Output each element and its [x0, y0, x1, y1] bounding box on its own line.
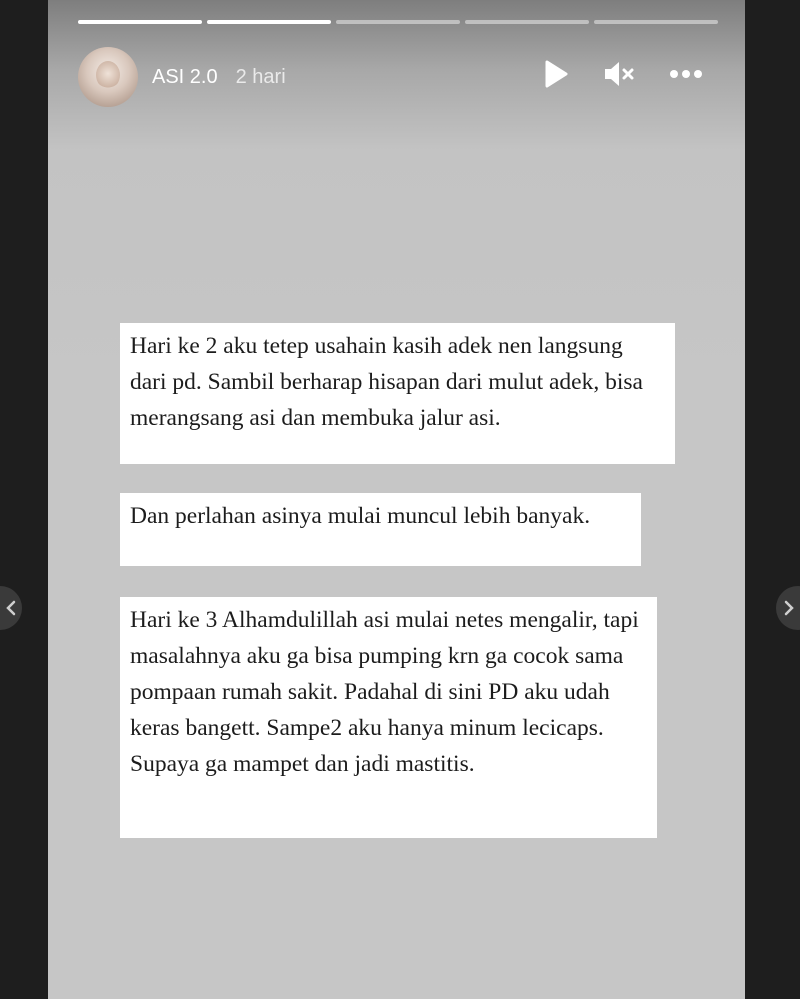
- progress-segment: [78, 20, 202, 24]
- progress-segment: [465, 20, 589, 24]
- progress-segment: [336, 20, 460, 24]
- story-viewer[interactable]: [48, 0, 745, 999]
- story-text-block: Hari ke 3 Alhamdulillah asi mulai netes mengalir, tapi masalahnya aku ga bisa pumping krn ga cocok sama pompaan rumah sakit. Padahal di sini PD aku udah keras bangett. Sampe2 aku hanya minum lecicaps. Supaya ga mampet dan jadi mastitis.: [120, 597, 657, 838]
- chevron-left-icon: [5, 600, 17, 616]
- mute-button[interactable]: [603, 60, 635, 88]
- previous-story-button[interactable]: [0, 586, 22, 630]
- story-timestamp: 2 hari: [235, 65, 286, 88]
- story-text-block: Dan perlahan asinya mulai muncul lebih banyak.: [120, 493, 641, 566]
- progress-segment: [207, 20, 331, 24]
- play-icon: [543, 60, 569, 88]
- more-options-icon: [669, 69, 703, 79]
- more-options-button[interactable]: [669, 69, 703, 79]
- progress-segment: [594, 20, 718, 24]
- speaker-muted-icon: [603, 60, 635, 88]
- story-text-block: Hari ke 2 aku tetep usahain kasih adek nen langsung dari pd. Sambil berharap hisapan dari mulut adek, bisa merangsang asi dan membuka jalur asi.: [120, 323, 675, 464]
- next-story-button[interactable]: [776, 586, 800, 630]
- play-button[interactable]: [543, 60, 569, 88]
- avatar[interactable]: [78, 47, 138, 107]
- story-controls: [543, 60, 703, 88]
- username[interactable]: ASI 2.0: [152, 65, 218, 88]
- story-progress-bar: [78, 20, 718, 24]
- chevron-right-icon: [783, 600, 795, 616]
